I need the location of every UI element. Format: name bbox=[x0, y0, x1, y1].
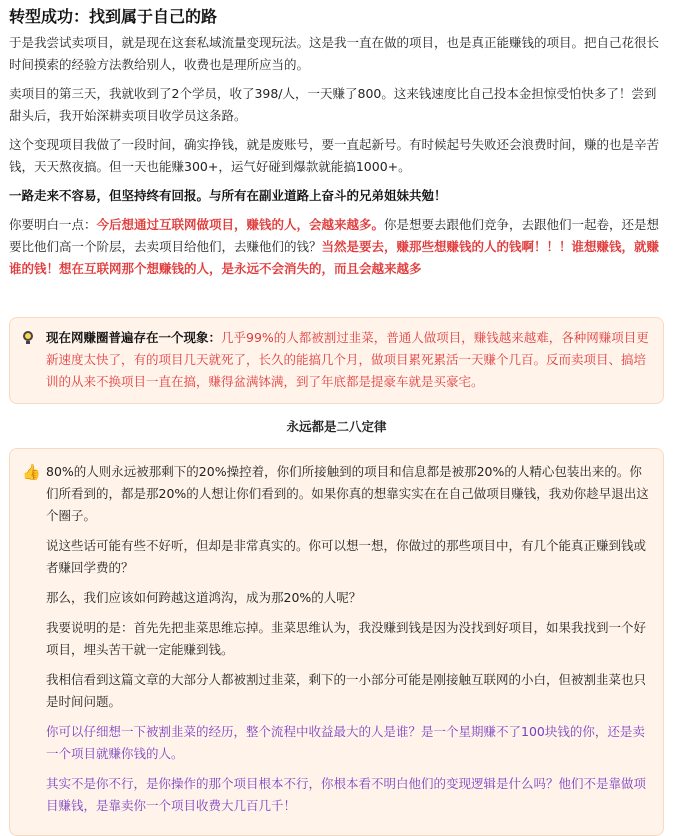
phenomenon-callout bbox=[9, 317, 664, 404]
rule-paragraph: 那么，我们应该如何跨越这道鸿沟，成为那20%的人呢？ bbox=[46, 590, 362, 605]
rule-paragraph: 80%的人则永远被那剩下的20%操控着，你们所接触到的项目和信息都是被那20%的人精心包装出来的。你们所看到的，都是那20%的人想让你们看到的。如果你真的想靠实实在在自己做项目赚钱，我劝你趁早退出这个圈子。 bbox=[46, 464, 649, 523]
section-title: 永远都是二八定律 bbox=[286, 419, 387, 434]
intro-p5-body: 你是想要去跟他们竞争，去跟他们一起卷，还是想要比他们高一个阶层，去卖项目给他们，去赚他们的钱？ bbox=[9, 217, 660, 254]
intro-paragraph-3: 这个变现项目我做了一段时间，确实挣钱，就是废账号，要一直起新号。有时候起号失败还会浪费时间，赚的也是辛苦钱，天天熬夜搞。但一天也能赚300+，运气好碰到爆款就能搞1000+。 bbox=[9, 137, 660, 174]
intro-paragraph-1: 于是我尝试卖项目，就是现在这套私域流量变现玩法。这是我一直在做的项目，也是真正能赚钱的项目。把自己花很长时间摸索的经验方法教给别人，收费也是理所应当的。 bbox=[9, 35, 660, 72]
intro-paragraph-5 bbox=[9, 214, 664, 280]
intro-p5-highlight-2: 当然是要去，赚那些想赚钱的人的钱啊！！！谁想赚钱，就赚谁的钱！想在互联网那个想赚钱的人，是永远不会消失的，而且会越来越多 bbox=[9, 239, 660, 276]
intro-paragraph-4: 一路走来不容易，但坚持终有回报。与所有在副业道路上奋斗的兄弟姐妹共勉！ bbox=[9, 188, 447, 203]
thumbs-up-icon: 👍 bbox=[22, 463, 41, 481]
rule-paragraph: 我要说明的是：首先先把韭菜思维忘掉。韭菜思维认为，我没赚到钱是因为没找到好项目，如果我找到一个好项目，埋头苦干就一定能赚到钱。 bbox=[46, 620, 647, 657]
lightbulb-icon bbox=[22, 327, 46, 393]
spacer bbox=[9, 287, 664, 317]
rule-callout bbox=[9, 448, 664, 836]
rule-paragraph: 说这些话可能有些不好听，但却是非常真实的。你可以想一想，你做过的那些项目中，有几个能真正赚到钱或者赚回学费的？ bbox=[46, 538, 647, 575]
rule-paragraph-purple: 你可以仔细想一下被割韭菜的经历，整个流程中收益最大的人是谁？是一个星期赚不了100块钱的你，还是卖一个项目就赚你钱的人。 bbox=[46, 724, 645, 761]
rule-paragraph: 我相信看到这篇文章的大部分人都被割过韭菜，剩下的一小部分可能是刚接触互联网的小白，但被割韭菜也只是时间问题。 bbox=[46, 672, 647, 709]
phenomenon-text: 几乎99%的人都被割过韭菜，普通人做项目，赚钱越来越难，各种网赚项目更新速度太快了，有的项目几天就死了，长久的能搞几个月，做项目累死累活一天赚个几百。反而卖项目、搞培训的从来不换项目一直在搞，赚得盆满钵满，到了年底都是提豪车就是买豪宅。 bbox=[46, 330, 649, 389]
phenomenon-callout-text bbox=[46, 327, 651, 393]
phenomenon-lead: 现在网赚圈普遍存在一个现象： bbox=[46, 330, 222, 345]
rule-paragraph-purple: 其实不是你不行，是你操作的那个项目根本不行，你根本看不明白他们的变现逻辑是什么吗？他们不是靠做项目赚钱，是靠卖你一个项目收费大几百几千！ bbox=[46, 776, 647, 813]
intro-p5-lead: 你要明白一点： bbox=[9, 217, 97, 232]
page-title: 转型成功：找到属于自己的路 bbox=[9, 7, 218, 26]
rule-callout-body bbox=[46, 461, 651, 825]
intro-paragraph-2: 卖项目的第三天，我就收到了2个学员，收了398/人，一天赚了800。这来钱速度比自己投本金担惊受怕快多了！尝到甜头后，我开始深耕卖项目收学员这条路。 bbox=[9, 86, 657, 123]
intro-p5-highlight-1: 今后想通过互联网做项目，赚钱的人，会越来越多。 bbox=[96, 217, 385, 232]
